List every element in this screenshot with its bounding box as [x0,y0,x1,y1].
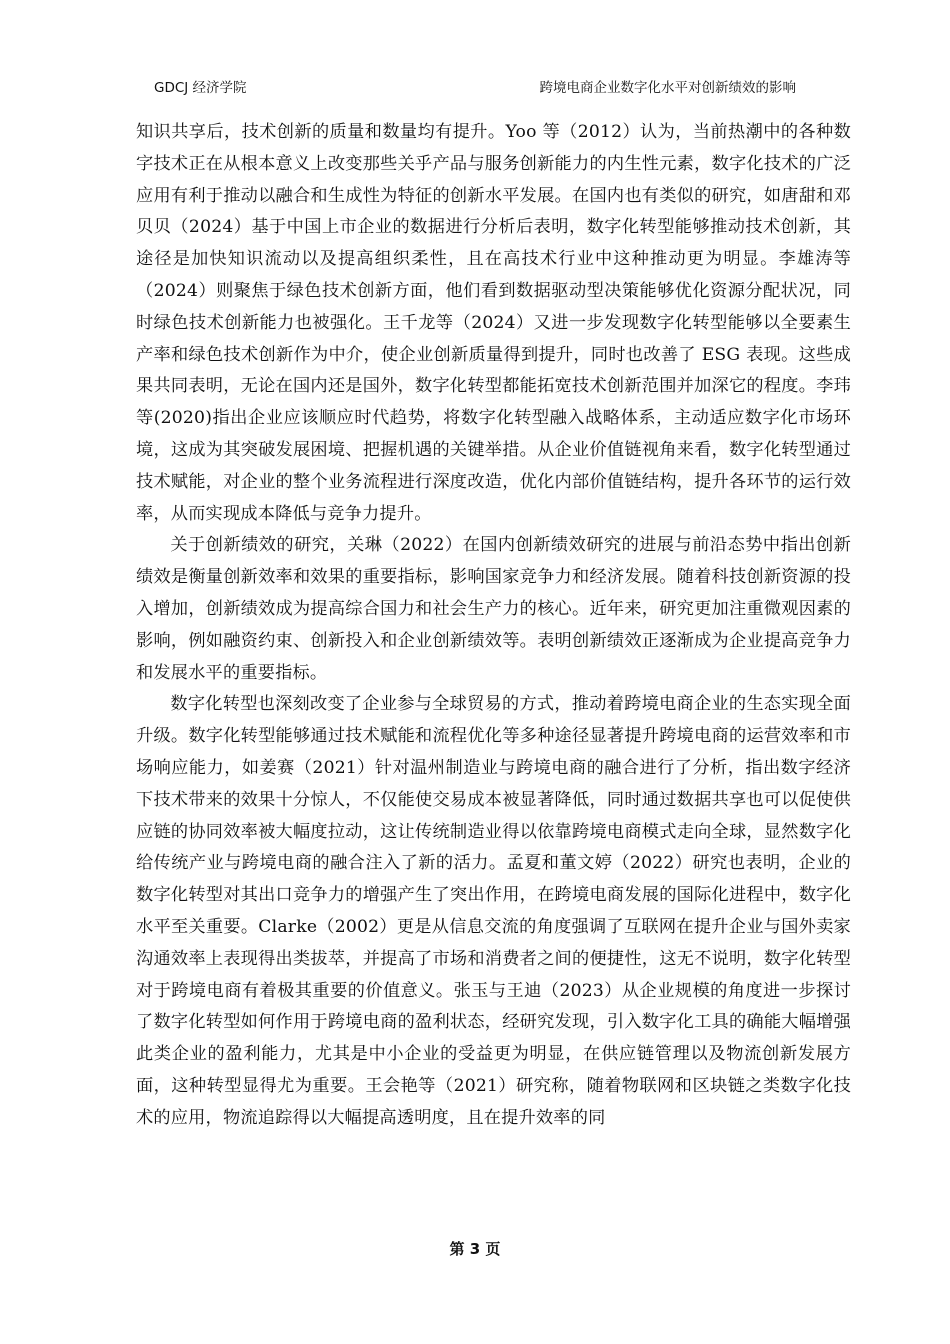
paragraph-cross-border-ecommerce: 数字化转型也深刻改变了企业参与全球贸易的方式，推动着跨境电商企业的生态实现全面升级。数字化转型能够通过技术赋能和流程优化等多种途径显著提升跨境电商的运营效率和市场响应能力，如姜赛（2021）针对温州制造业与跨境电商的融合进行了分析，指出数字经济下技术带来的效果十分惊人，不仅能使交易成本被显著降低，同时通过数据共享也可以促使供应链的协同效率被大幅度拉动，这让传统制造业得以依靠跨境电商模式走向全球，显然数字化给传统产业与跨境电商的融合注入了新的活力。孟夏和董文婷（2022）研究也表明，企业的数字化转型对其出口竞争力的增强产生了突出作用，在跨境电商发展的国际化进程中，数字化水平至关重要。Clarke（2002）更是从信息交流的角度强调了互联网在提升企业与国外卖家沟通效率上表现得出类拔萃，并提高了市场和消费者之间的便捷性，这无不说明，数字化转型对于跨境电商有着极其重要的价值意义。张玉与王迪（2023）从企业规模的角度进一步探讨了数字化转型如何作用于跨境电商的盈利状态，经研究发现，引入数字化工具的确能大幅增强此类企业的盈利能力，尤其是中小企业的受益更为明显，在供应链管理以及物流创新发展方面，这种转型显得尤为重要。王会艳等（2021）研究称，随着物联网和区块链之类数字化技术的应用，物流追踪得以大幅提高透明度，且在提升效率的同 [136,694,851,1128]
header-paper-title: 跨境电商企业数字化水平对创新绩效的影响 [539,80,796,96]
paragraph-innovation-performance: 关于创新绩效的研究，关琳（2022）在国内创新绩效研究的进展与前沿态势中指出创新绩效是衡量创新效率和效果的重要指标，影响国家竞争力和经济发展。随着科技创新资源的投入增加，创新绩效成为提高综合国力和社会生产力的核心。近年来，研究更加注重微观因素的影响，例如融资约束、创新投入和企业创新绩效等。表明创新绩效正逐渐成为企业提高竞争力和发展水平的重要指标。 [136,535,851,683]
page-header [150,76,800,100]
header-institution: GDCJ 经济学院 [154,80,247,96]
body-text [136,117,851,1135]
page-number: 第 3 页 [449,1240,501,1258]
paragraph-continued: 知识共享后，技术创新的质量和数量均有提升。Yoo 等（2012）认为，当前热潮中的各种数字技术正在从根本意义上改变那些关乎产品与服务创新能力的内生性元素，数字化技术的广泛应用有利于推动以融合和生成性为特征的创新水平发展。在国内也有类似的研究，如唐甜和邓贝贝（2024）基于中国上市企业的数据进行分析后表明，数字化转型能够推动技术创新，其途径是加快知识流动以及提高组织柔性，且在高技术行业中这种推动更为明显。李雄涛等（2024）则聚焦于绿色技术创新方面，他们看到数据驱动型决策能够优化资源分配状况，同时绿色技术创新能力也被强化。王千龙等（2024）又进一步发现数字化转型能够以全要素生产率和绿色技术创新作为中介，使企业创新质量得到提升，同时也改善了 ESG 表现。这些成果共同表明，无论在国内还是国外，数字化转型都能拓宽技术创新范围并加深它的程度。李玮等(2020)指出企业应该顺应时代趋势，将数字化转型融入战略体系，主动适应数字化市场环境，这成为其突破发展困境、把握机遇的关键举措。从企业价值链视角来看，数字化转型通过技术赋能，对企业的整个业务流程进行深度改造，优化内部价值链结构，提升各环节的运行效率，从而实现成本降低与竞争力提升。 [136,122,851,524]
